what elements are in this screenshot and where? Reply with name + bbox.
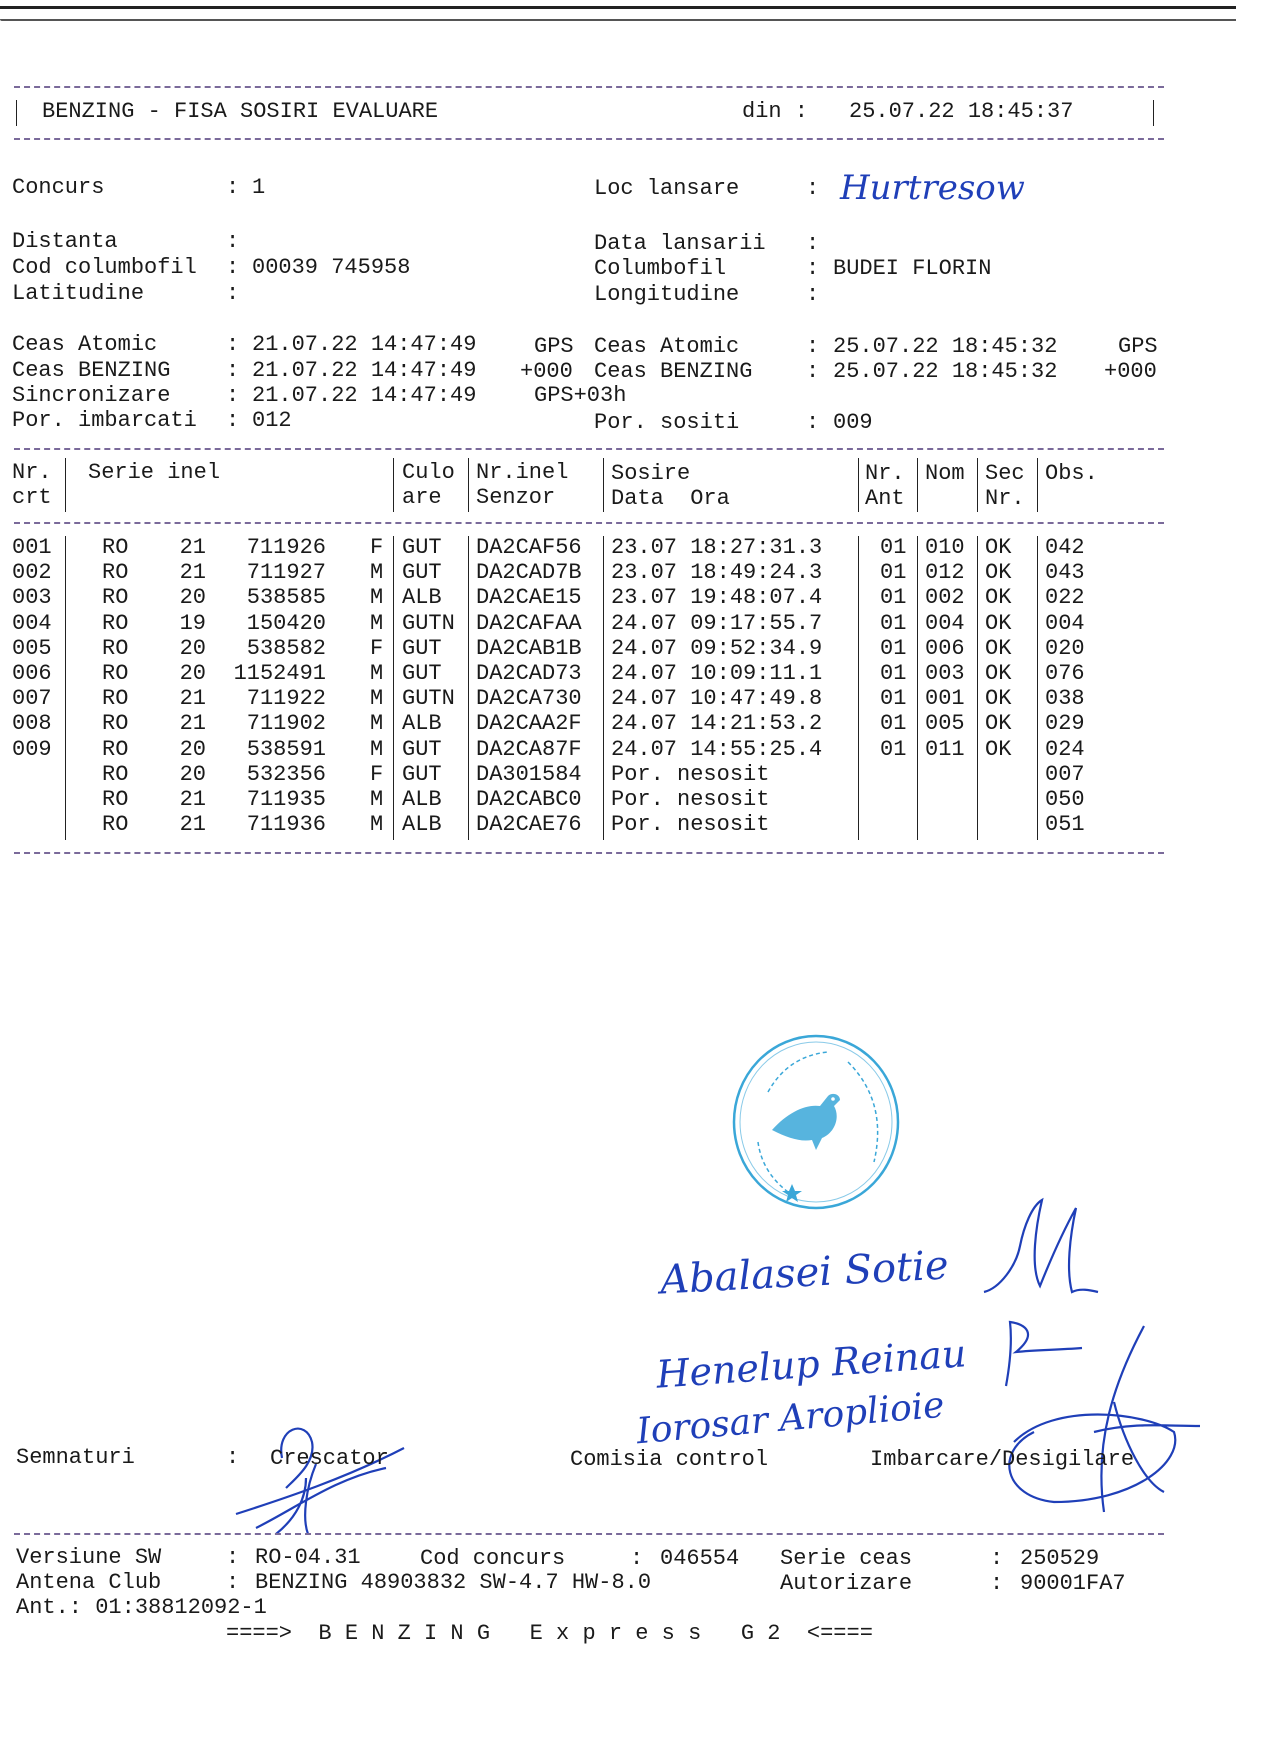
- col-sep: [977, 536, 978, 840]
- versiune-value: RO-04.31: [255, 1545, 361, 1570]
- row-antenna: 01: [880, 711, 907, 737]
- colon: :: [806, 176, 820, 201]
- colon: :: [226, 229, 240, 254]
- row-arrival: Por. nesosit: [611, 812, 770, 838]
- header-nr-ant: Nr.: [865, 461, 905, 486]
- row-sex: M: [370, 686, 384, 712]
- row-antenna: 01: [880, 610, 907, 636]
- row-sec: OK: [985, 635, 1012, 661]
- col-sep: [468, 536, 469, 840]
- colon: :: [226, 358, 240, 383]
- antena-value: BENZING 48903832 SW-4.7 HW-8.0: [255, 1570, 652, 1595]
- row-year: 21: [179, 535, 206, 560]
- columbofil-value: BUDEI FLORIN: [833, 256, 992, 281]
- row-sensor: DA2CAF56: [476, 535, 582, 560]
- row-obs: 038: [1045, 686, 1085, 712]
- sositi-value: 009: [833, 410, 873, 435]
- row-ring: 711936: [246, 812, 326, 838]
- latitudine-label: Latitudine: [12, 281, 145, 306]
- row-sec: OK: [985, 560, 1012, 586]
- row-sex: M: [370, 661, 384, 686]
- col-sep: [917, 458, 918, 512]
- row-nr: 003: [12, 585, 52, 611]
- colon: :: [806, 359, 820, 384]
- concurs-value: 1: [252, 175, 266, 200]
- clock-left-suffix: +000: [520, 359, 573, 384]
- signature-scribble: [980, 1196, 1100, 1306]
- row-ring: 711935: [246, 787, 326, 812]
- col-sep: [393, 536, 394, 840]
- row-arrival: 24.07 10:47:49.8: [611, 686, 823, 712]
- clock-left-suffix: GPS: [534, 334, 574, 359]
- row-country: RO: [102, 736, 129, 762]
- row-sensor: DA2CAFAA: [476, 610, 582, 636]
- header-sec: Sec: [985, 461, 1025, 486]
- clock-left-label: Sincronizare: [12, 383, 171, 408]
- serie-ceas-label: Serie ceas: [780, 1546, 913, 1571]
- clock-left-label: Ceas Atomic: [12, 332, 158, 357]
- colon: :: [806, 334, 820, 359]
- row-color: GUT: [402, 560, 442, 586]
- col-sep: [1037, 536, 1038, 840]
- row-antenna: 01: [880, 635, 907, 661]
- colon: :: [990, 1546, 1004, 1571]
- row-country: RO: [102, 787, 129, 812]
- row-sensor: DA2CAE15: [476, 585, 582, 611]
- row-sensor: DA2CAA2F: [476, 711, 582, 737]
- row-sec: OK: [985, 535, 1012, 560]
- header-nr: Nr.: [12, 460, 52, 485]
- row-color: GUTN: [402, 610, 455, 636]
- row-year: 20: [179, 635, 206, 661]
- row-sex: M: [370, 736, 384, 762]
- imbarcare-label: Imbarcare/Desigilare: [870, 1447, 1135, 1472]
- row-sex: M: [370, 711, 384, 737]
- row-color: GUT: [402, 635, 442, 661]
- row-arrival: 23.07 18:49:24.3: [611, 560, 823, 586]
- row-arrival: 24.07 10:09:11.1: [611, 661, 823, 686]
- header-serie-inel: Serie inel: [88, 460, 221, 485]
- clock-left-suffix: GPS+03h: [534, 383, 627, 408]
- row-antenna: 01: [880, 535, 907, 560]
- table-bottom-rule: [14, 852, 1164, 854]
- colon: :: [990, 1571, 1004, 1596]
- table-header-rule: [14, 522, 1164, 524]
- row-sex: F: [370, 635, 384, 661]
- header-top-rule: [14, 86, 1164, 88]
- imbarcati-label: Por. imbarcati: [12, 408, 197, 433]
- header-obs: Obs.: [1045, 461, 1098, 486]
- row-arrival: 23.07 18:27:31.3: [611, 535, 823, 560]
- autorizare-label: Autorizare: [780, 1571, 913, 1596]
- colon: :: [806, 282, 820, 307]
- header-left-bar: [16, 100, 17, 126]
- row-nom: 011: [925, 736, 965, 762]
- colon: :: [806, 231, 820, 256]
- row-sec: OK: [985, 661, 1012, 686]
- row-ring: 1152491: [233, 661, 326, 686]
- header-nom: Nom: [925, 461, 965, 486]
- row-nom: 012: [925, 560, 965, 586]
- clock-left-label: Ceas BENZING: [12, 358, 171, 383]
- header-right-bar: [1153, 100, 1154, 126]
- row-nr: 004: [12, 610, 52, 636]
- clock-left-value: 21.07.22 14:47:49: [252, 332, 477, 357]
- header-bottom-rule: [14, 138, 1164, 140]
- col-sep: [65, 458, 66, 512]
- row-ring: 532356: [246, 761, 326, 787]
- row-sensor: DA2CAE76: [476, 812, 582, 838]
- header-sosire: Sosire: [611, 461, 691, 486]
- row-arrival: 24.07 09:52:34.9: [611, 635, 823, 661]
- row-arrival: 24.07 14:55:25.4: [611, 736, 823, 762]
- row-ring: 711902: [246, 711, 326, 737]
- row-ring: 150420: [246, 610, 326, 636]
- row-obs: 004: [1045, 610, 1085, 636]
- row-year: 20: [179, 761, 206, 787]
- cod-columbofil-label: Cod columbofil: [12, 255, 197, 280]
- signature-scribble: [994, 1322, 1204, 1522]
- row-sensor: DA2CA87F: [476, 736, 582, 762]
- row-sec: OK: [985, 711, 1012, 737]
- semnaturi-label: Semnaturi: [16, 1445, 135, 1470]
- row-antenna: 01: [880, 585, 907, 611]
- row-obs: 007: [1045, 761, 1085, 787]
- row-sensor: DA2CAB1B: [476, 635, 582, 661]
- row-nr: 002: [12, 560, 52, 586]
- colon: :: [226, 281, 240, 306]
- col-sep: [858, 536, 859, 840]
- row-country: RO: [102, 761, 129, 787]
- row-obs: 076: [1045, 661, 1085, 686]
- crescator-label: Crescator: [270, 1446, 389, 1471]
- col-sep: [1037, 458, 1038, 512]
- colon: :: [226, 1570, 240, 1595]
- row-color: ALB: [402, 711, 442, 737]
- loc-lansare-label: Loc lansare: [594, 176, 740, 201]
- data-lansarii-label: Data lansarii: [594, 231, 766, 256]
- row-color: GUTN: [402, 686, 455, 712]
- header-data-ora: Data Ora: [611, 486, 730, 511]
- row-sex: M: [370, 812, 384, 838]
- document-title: BENZING - FISA SOSIRI EVALUARE: [42, 99, 439, 124]
- header-crt: crt: [12, 485, 52, 510]
- row-obs: 050: [1045, 787, 1085, 812]
- row-country: RO: [102, 535, 129, 560]
- row-color: GUT: [402, 535, 442, 560]
- clock-left-value: 21.07.22 14:47:49: [252, 383, 477, 408]
- row-obs: 024: [1045, 736, 1085, 762]
- row-sex: M: [370, 585, 384, 611]
- columbofil-label: Columbofil: [594, 256, 727, 281]
- comisia-control-label: Comisia control: [570, 1447, 769, 1472]
- colon: :: [226, 1545, 240, 1570]
- row-obs: 022: [1045, 585, 1085, 611]
- row-year: 21: [179, 686, 206, 712]
- row-arrival: Por. nesosit: [611, 787, 770, 812]
- crescator-signature: [236, 1418, 406, 1536]
- colon: :: [226, 255, 240, 280]
- header-ant: Ant: [865, 486, 905, 511]
- clock-right-value: 25.07.22 18:45:32: [833, 334, 1058, 359]
- brand-line: ====> B E N Z I N G E x p r e s s G 2 <====: [226, 1621, 873, 1646]
- row-sex: M: [370, 610, 384, 636]
- row-obs: 043: [1045, 560, 1085, 586]
- row-arrival: 24.07 14:21:53.2: [611, 711, 823, 737]
- row-nom: 002: [925, 585, 965, 611]
- row-sensor: DA2CAD73: [476, 661, 582, 686]
- cod-concurs-label: Cod concurs: [420, 1546, 566, 1571]
- row-ring: 538591: [246, 736, 326, 762]
- header-culoare-2: are: [402, 485, 442, 510]
- row-color: ALB: [402, 787, 442, 812]
- row-nr: 005: [12, 635, 52, 661]
- col-sep: [858, 458, 859, 512]
- col-sep: [65, 536, 66, 840]
- colon: :: [806, 256, 820, 281]
- colon: :: [226, 408, 240, 433]
- row-color: GUT: [402, 736, 442, 762]
- row-country: RO: [102, 711, 129, 737]
- colon: :: [630, 1546, 644, 1571]
- row-sec: OK: [985, 736, 1012, 762]
- row-sec: OK: [985, 585, 1012, 611]
- row-sex: F: [370, 535, 384, 560]
- distanta-label: Distanta: [12, 229, 118, 254]
- loc-lansare-handwritten: Hurtresow: [840, 168, 1025, 208]
- row-arrival: 24.07 09:17:55.7: [611, 610, 823, 636]
- colon: :: [806, 410, 820, 435]
- col-sep: [468, 458, 469, 512]
- header-nr-inel: Nr.inel: [476, 460, 569, 485]
- row-ring: 711927: [246, 560, 326, 586]
- row-nr: 007: [12, 686, 52, 712]
- row-antenna: 01: [880, 736, 907, 762]
- col-sep: [977, 458, 978, 512]
- col-sep: [917, 536, 918, 840]
- imbarcati-value: 012: [252, 408, 292, 433]
- clock-right-label: Ceas BENZING: [594, 359, 753, 384]
- sositi-label: Por. sositi: [594, 410, 740, 435]
- row-country: RO: [102, 560, 129, 586]
- row-sex: F: [370, 761, 384, 787]
- signature-name: Henelup Reinau: [654, 1331, 968, 1397]
- row-antenna: 01: [880, 686, 907, 712]
- row-sensor: DA2CA730: [476, 686, 582, 712]
- row-sensor: DA301584: [476, 761, 582, 787]
- row-country: RO: [102, 686, 129, 712]
- row-year: 20: [179, 585, 206, 611]
- row-ring: 538585: [246, 585, 326, 611]
- row-obs: 029: [1045, 711, 1085, 737]
- concurs-label: Concurs: [12, 175, 105, 200]
- row-ring: 711922: [246, 686, 326, 712]
- row-sensor: DA2CAD7B: [476, 560, 582, 586]
- row-sec: OK: [985, 610, 1012, 636]
- row-nom: 006: [925, 635, 965, 661]
- row-country: RO: [102, 812, 129, 838]
- cod-columbofil-value: 00039 745958: [252, 255, 411, 280]
- col-sep: [603, 458, 604, 512]
- row-color: GUT: [402, 761, 442, 787]
- row-color: ALB: [402, 812, 442, 838]
- clock-right-suffix: +000: [1104, 359, 1157, 384]
- row-nom: 005: [925, 711, 965, 737]
- row-country: RO: [102, 635, 129, 661]
- row-arrival: Por. nesosit: [611, 761, 770, 787]
- col-sep: [393, 458, 394, 512]
- colon: :: [226, 383, 240, 408]
- signature-name: Abalasei Sotie: [658, 1242, 950, 1304]
- antena-label: Antena Club: [16, 1570, 162, 1595]
- colon: :: [226, 175, 240, 200]
- longitudine-label: Longitudine: [594, 282, 740, 307]
- signature-name: Iorosar Aroplioie: [634, 1384, 947, 1453]
- row-antenna: 01: [880, 560, 907, 586]
- footer-top-rule: [14, 1533, 1164, 1535]
- versiune-label: Versiune SW: [16, 1545, 162, 1570]
- colon: :: [226, 332, 240, 357]
- autorizare-value: 90001FA7: [1020, 1571, 1126, 1596]
- row-year: 21: [179, 711, 206, 737]
- row-antenna: 01: [880, 661, 907, 686]
- row-year: 20: [179, 736, 206, 762]
- row-year: 21: [179, 560, 206, 586]
- row-ring: 538582: [246, 635, 326, 661]
- clock-right-label: Ceas Atomic: [594, 334, 740, 359]
- row-sex: M: [370, 787, 384, 812]
- row-nom: 001: [925, 686, 965, 712]
- header-culoare: Culo: [402, 460, 455, 485]
- row-color: ALB: [402, 585, 442, 611]
- clock-right-suffix: GPS: [1118, 334, 1158, 359]
- row-obs: 020: [1045, 635, 1085, 661]
- document-date: 25.07.22 18:45:37: [849, 99, 1074, 124]
- date-label: din :: [742, 99, 809, 124]
- row-sensor: DA2CABC0: [476, 787, 582, 812]
- row-year: 21: [179, 787, 206, 812]
- row-nom: 003: [925, 661, 965, 686]
- ant-line: Ant.: 01:38812092-1: [16, 1595, 267, 1620]
- row-nom: 010: [925, 535, 965, 560]
- col-sep: [603, 536, 604, 840]
- row-color: GUT: [402, 661, 442, 686]
- row-nr: 006: [12, 661, 52, 686]
- row-nr: 009: [12, 736, 52, 762]
- row-obs: 042: [1045, 535, 1085, 560]
- table-top-rule: [14, 448, 1164, 450]
- cod-concurs-value: 046554: [660, 1546, 740, 1571]
- row-ring: 711926: [246, 535, 326, 560]
- row-country: RO: [102, 661, 129, 686]
- clock-left-value: 21.07.22 14:47:49: [252, 358, 477, 383]
- row-year: 20: [179, 661, 206, 686]
- row-country: RO: [102, 585, 129, 611]
- row-arrival: 23.07 19:48:07.4: [611, 585, 823, 611]
- row-sec: OK: [985, 686, 1012, 712]
- header-sec-nr: Nr.: [985, 486, 1025, 511]
- row-year: 19: [179, 610, 206, 636]
- clock-right-value: 25.07.22 18:45:32: [833, 359, 1058, 384]
- row-year: 21: [179, 812, 206, 838]
- row-nr: 001: [12, 535, 52, 560]
- row-nr: 008: [12, 711, 52, 737]
- row-obs: 051: [1045, 812, 1085, 838]
- serie-ceas-value: 250529: [1020, 1546, 1100, 1571]
- row-nom: 004: [925, 610, 965, 636]
- header-senzor: Senzor: [476, 485, 556, 510]
- row-sex: M: [370, 560, 384, 586]
- paper-top-edge: [0, 6, 1236, 21]
- colon: :: [226, 1445, 240, 1470]
- row-country: RO: [102, 610, 129, 636]
- club-stamp: [728, 1032, 904, 1212]
